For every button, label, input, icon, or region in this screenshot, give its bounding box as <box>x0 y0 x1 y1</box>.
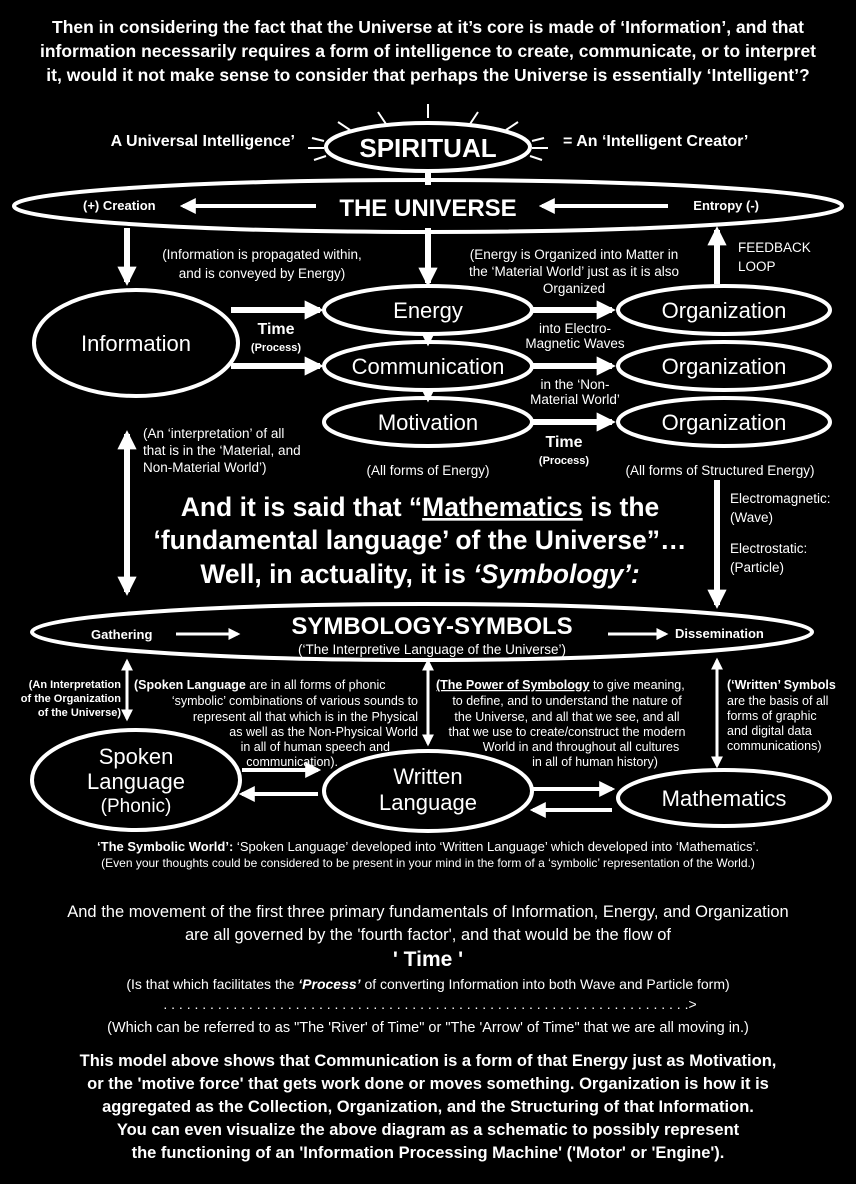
note-info-propagated-2: and is conveyed by Energy) <box>178 266 346 281</box>
mathematics-statement <box>153 492 686 589</box>
note-interpretation-2: that is in the ‘Material, and <box>143 443 301 458</box>
conclusion-text <box>80 1052 777 1162</box>
note-spoken-2: ‘symbolic’ combinations of various sounds to <box>171 694 418 708</box>
universe-label: THE UNIVERSE <box>339 195 517 222</box>
information-label: Information <box>80 331 192 356</box>
mathematics-word: Mathematics <box>422 492 583 522</box>
organization-label-2: Organization <box>661 354 787 379</box>
note-non-material-2: Material World’ <box>530 392 620 407</box>
conclusion-line-2: or the 'motive force' that gets work done or moves something. Organization is how it is <box>87 1075 769 1093</box>
symbolic-world-subline: (Even your thoughts could be considered to be present in your mind in the form of a ‘symbolic’ representation of the World.) <box>101 856 755 870</box>
note-electrostatic-particle-2: (Particle) <box>730 560 785 575</box>
note-written-5: communications) <box>727 739 822 753</box>
motivation-label: Motivation <box>377 410 479 435</box>
intro-text <box>40 17 816 85</box>
time-label-right: Time <box>545 434 583 451</box>
spoken-language-label-3: (Phonic) <box>100 796 172 817</box>
time-heading: ' Time ' <box>392 948 464 971</box>
note-interp-org-1: (An Interpretation <box>28 679 121 691</box>
spoken-language-label-2: Language <box>87 769 185 794</box>
organization-label-3: Organization <box>661 410 787 435</box>
written-language-label-1: Written <box>393 764 463 789</box>
intro-line-1: Then in considering the fact that the Universe at it’s core is made of ‘Information’, and that <box>52 17 804 37</box>
note-power-4: that we use to create/construct the modern <box>448 725 686 739</box>
note-energy-organized-3: Organized <box>542 281 606 296</box>
conclusion-line-5: the functioning of an 'Information Processing Machine' ('Motor' or 'Engine'). <box>131 1144 725 1162</box>
note-non-material-1: in the ‘Non- <box>540 377 610 392</box>
mathematics-label: Mathematics <box>661 786 787 811</box>
note-interp-org-2: of the Organization <box>20 693 121 705</box>
written-language-label-2: Language <box>379 790 477 815</box>
note-interpretation-1: (An ‘interpretation’ of all <box>143 426 285 441</box>
note-energy-organized-1: (Energy is Organized into Matter in <box>469 247 679 262</box>
note-written-1: (‘Written’ Symbols <box>727 678 836 692</box>
conclusion-line-1: This model above shows that Communication is a form of that Energy just as Motivation, <box>79 1052 777 1070</box>
symbology-label: SYMBOLOGY-SYMBOLS <box>291 613 573 640</box>
time-section <box>67 903 788 1036</box>
math-statement-line-3: Well, in actuality, it is ‘Symbology’: <box>200 559 640 589</box>
intro-line-3: it, would it not make sense to consider that perhaps the Universe is essentially ‘Intelligent’? <box>46 65 810 85</box>
spiritual-left-text: A Universal Intelligence’ <box>110 133 295 150</box>
note-power-3: the Universe, and all that we see, and all <box>454 710 680 724</box>
conclusion-line-4: You can even visualize the above diagram as a schematic to possibly represent <box>116 1121 740 1139</box>
note-spoken-3: represent all that which is in the Physical <box>192 710 418 724</box>
dissemination-label: Dissemination <box>675 626 764 641</box>
note-all-structured-energy: (All forms of Structured Energy) <box>625 463 815 478</box>
note-spoken-1: (Spoken Language are in all forms of phonic <box>134 678 386 692</box>
conclusion-line-3: aggregated as the Collection, Organization, and the Structuring of that Information. <box>102 1098 754 1116</box>
note-all-energy: (All forms of Energy) <box>366 463 490 478</box>
note-electrostatic-particle-1: Electrostatic: <box>730 541 808 556</box>
spiritual-label: SPIRITUAL <box>359 133 497 163</box>
time-description: (Is that which facilitates the ‘Process’ of converting Information into both Wave and Particle form) <box>126 976 730 992</box>
feedback-label-2: LOOP <box>738 259 776 274</box>
note-energy-organized-2: the ‘Material World’ just as it is also <box>468 264 680 279</box>
time-arrow-dots: . . . . . . . . . . . . . . . . . . . . . . . . . . . . . . . . . . . . . . . . . . . . . . . . . . . . . . . . . . . . . . . . . . . .> <box>163 996 697 1012</box>
note-power-2: to define, and to understand the nature of <box>452 694 682 708</box>
note-power-5: World in and throughout all cultures <box>482 740 680 754</box>
language-nodes <box>32 730 830 831</box>
time-line-1: And the movement of the first three primary fundamentals of Information, Energy, and Organization <box>67 903 789 921</box>
process-label-right: (Process) <box>538 455 590 467</box>
gathering-label: Gathering <box>91 627 153 642</box>
symbolic-world-note <box>97 839 759 870</box>
creation-label: (+) Creation <box>83 198 156 213</box>
symbology-sublabel: (‘The Interpretive Language of the Universe’) <box>298 642 566 657</box>
math-statement-line-2: ‘fundamental language’ of the Universe”… <box>153 525 687 555</box>
note-power-1: (The Power of Symbology to give meaning, <box>436 678 685 692</box>
entropy-label: Entropy (-) <box>693 198 759 213</box>
note-spoken-5: in all of human speech and <box>240 740 390 754</box>
time-line-2: are all governed by the 'fourth factor', and that would be the flow of <box>184 926 672 944</box>
river-of-time-text: (Which can be referred to as "The 'River' of Time" or "The 'Arrow' of Time" that we are all moving in.) <box>107 1020 749 1036</box>
energy-label: Energy <box>393 298 463 323</box>
note-interpretation-3: Non-Material World’) <box>143 460 267 475</box>
organization-label-1: Organization <box>661 298 787 323</box>
note-electromagnetic-1: into Electro- <box>538 321 612 336</box>
note-spoken-4: as well as the Non-Physical World <box>229 725 418 739</box>
communication-label: Communication <box>351 354 505 379</box>
note-electromagnetic-wave-2: (Wave) <box>730 510 773 525</box>
spoken-language-label-1: Spoken <box>98 744 174 769</box>
intro-line-2: information necessarily requires a form of intelligence to create, communicate, or to interpret <box>39 41 817 61</box>
note-interp-org-3: of the Universe) <box>37 707 121 719</box>
spiritual-node <box>111 104 749 185</box>
symbology-node <box>32 604 812 660</box>
symbology-word: ‘Symbology’: <box>473 559 640 589</box>
feedback-label-1: FEEDBACK <box>738 240 811 255</box>
process-label-left: (Process) <box>250 342 302 354</box>
note-electromagnetic-2: Magnetic Waves <box>525 336 625 351</box>
note-info-propagated-1: (Information is propagated within, <box>162 247 362 262</box>
time-label-left: Time <box>257 321 295 338</box>
spiritual-right-text: = An ‘Intelligent Creator’ <box>563 133 749 150</box>
note-spoken-6: communication). <box>246 755 338 769</box>
note-written-4: and digital data <box>727 724 812 738</box>
note-written-2: are the basis of all <box>727 694 829 708</box>
math-statement-line-1: And it is said that “Mathematics is the <box>180 492 660 522</box>
note-electromagnetic-wave-1: Electromagnetic: <box>730 491 831 506</box>
note-power-6: in all of human history) <box>532 755 658 769</box>
note-written-3: forms of graphic <box>727 709 817 723</box>
symbolic-world-line: ‘The Symbolic World’: ‘Spoken Language’ developed into ‘Written Language’ which developed into ‘Mathematics’. <box>97 839 759 854</box>
